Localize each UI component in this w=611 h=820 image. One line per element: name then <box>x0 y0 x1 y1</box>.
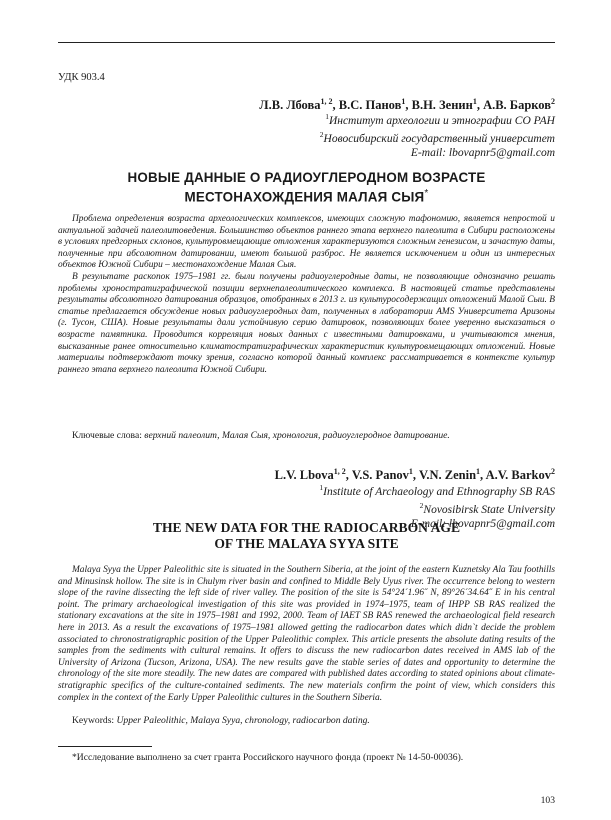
ru-affiliation-text: Новосибирский государственный университет <box>323 132 555 145</box>
keywords-en-value: Upper Paleolithic, Malaya Syya, chronology, radiocarbon dating. <box>116 715 370 726</box>
affiliations-ru <box>58 110 555 160</box>
en-affiliation-line <box>58 481 555 499</box>
abstract-en <box>58 565 555 704</box>
ru-author-affiliation-mark: 1, 2 <box>320 97 333 106</box>
article-page <box>58 0 555 820</box>
en-author-name: V.N. Zenin <box>418 468 477 483</box>
ru-author-name: В.Н. Зенин <box>411 98 473 113</box>
footnote-rule <box>58 746 152 747</box>
en-author-separator: , <box>345 468 352 483</box>
en-affiliation-text: Novosibirsk State University <box>423 503 555 516</box>
en-author-name: A.V. Barkov <box>485 468 551 483</box>
abstract-ru-paragraph-2: В результате раскопок 1975–1981 гг. были получены радиоуглеродные даты, не позволяющие однозначно решать проблемы хроностратиграфической позиции верхнепалеолитического комплекса. В настоящей статье представлены результаты абсолютного датирования образцов, отобранных в 2013 г. из культуросодержащих отложений Малой Сыи. В статье предлагается обсуждение новых радиоуглеродных дат, полученных в лаборатории AMS Университета Аризоны (г. Тусон, США). Новые результаты дали устойчивую серию датировок, позволяющих более уверенно высказаться о возрасте памятника. Проводится корреляция новых данных с известными датировками, и учитываются мнения, высказанные ранее относительно климатостратиграфических характеристик культуровмещающих отложений. Новые материалы подтверждают точку зрения, согласно которой данный комплекс рассматривается в контексте культур раннего этапа верхнего палеолита Южной Сибири. <box>58 271 555 375</box>
en-affiliation-mark: 2 <box>419 500 424 510</box>
footnote: *Исследование выполнено за счет гранта Российского научного фонда (проект № 14-50-00036). <box>72 752 464 763</box>
ru-author-affiliation-mark: 1 <box>472 97 477 106</box>
title-ru <box>58 170 555 205</box>
ru-affiliation-text: E-mail: lbovapnr5@gmail.com <box>410 146 555 159</box>
title-en-line1: THE NEW DATA FOR THE RADIOCARBON AGE <box>152 520 461 535</box>
en-author-name: L.V. Lbova <box>274 468 334 483</box>
ru-affiliation-line <box>58 128 555 146</box>
abstract-en-paragraph: Malaya Syya the Upper Paleolithic site is situated in the Southern Siberia, at the joint of the eastern Kuznetsky Ala Tau foothills and Minusinsk hollow. The site is in Chulym river basin and confined to Middle Bely Uyus river. The occurrence belong to western slope of the ravine dissecting the left side of river valley. The position of the site is 54°24´1.96˝ N, 89°26´34.64˝ E in his central point. The primary archaeological investigation of this site was provided in 1974–1975, team of IHPP SB RAS realized the stationary excavations at the site in 1975–1981 and 1992, 2000. Team of IAET SB RAS renewed the archaeological field research here in 2013. As a result the excavations of 1975–1981 allowed getting the radiocarbon dates which didn`t decide the problem associated to chronostratigraphic position of the Upper Paleolithic complex. This article presents the absolute dating results of the samples from the sediments with cultural remains. It offers to discuss the new radiocarbon dates received in AMS lab of the University of Arizona (Tucson, Arizona, USA). The new results gave the stable series of dates and opportunity to determine the chronology of the site more steadily. The new dates are compared with published dates according to stated opinions about climate-stratigraphic specifics of the culture-contained sediments. The new materials confirm the point of view, which considers this complex in the context of the Early Upper Paleolithic cultures in the Southern Siberia. <box>58 565 555 703</box>
en-affiliation-mark: 1 <box>319 483 324 492</box>
en-author-affiliation-mark: 1 <box>476 467 481 476</box>
ru-affiliation-mark: 2 <box>319 129 324 139</box>
keywords-ru-label: Ключевые слова: <box>72 430 145 441</box>
udk-code: УДК 903.4 <box>58 72 105 83</box>
ru-affiliation-line <box>58 146 555 160</box>
en-author-affiliation-mark: 1 <box>408 467 413 476</box>
ru-affiliation-line <box>58 110 555 128</box>
en-affiliation-line <box>58 499 555 517</box>
ru-author-affiliation-mark: 1 <box>401 97 406 106</box>
title-en-line2: OF THE MALAYA SYYA SITE <box>214 536 399 551</box>
en-affiliation-text: Institute of Archaeology and Ethnography SB RAS <box>323 485 555 498</box>
abstract-ru-paragraph-1: Проблема определения возраста археологических комплексов, имеющих сложную тафономию, является непростой и актуальной задачей палеолитоведения. Большинство объектов раннего этапа верхнего палеолита в Сибири расположены в условиях предгорных склонов, культуровмещающие отложения характеризуются сложным генезисом, и зачастую даты, полученные при абсолютном датировании, имеют большой разброс. Не является исключением и один из интересных объектов Южной Сибири – местонахождение Малая Сыя. <box>58 214 555 271</box>
keywords-ru-value: верхний палеолит, Малая Сыя, хронология, радиоуглеродное датирование. <box>144 430 450 441</box>
ru-affiliation-mark: 1 <box>325 112 329 121</box>
top-rule <box>58 42 555 43</box>
title-ru-line2: МЕСТОНАХОЖДЕНИЯ МАЛАЯ СЫЯ <box>184 189 425 205</box>
en-author-affiliation-mark: 1, 2 <box>333 467 346 476</box>
keywords-en-label: Keywords: <box>72 715 117 726</box>
ru-author-name: В.С. Панов <box>338 98 402 113</box>
en-author-separator: , <box>412 468 419 483</box>
abstract-ru <box>58 214 555 376</box>
ru-affiliation-text: Институт археологии и этнографии СО РАН <box>328 114 555 127</box>
page-number: 103 <box>540 795 555 806</box>
title-en <box>58 517 555 552</box>
en-author-name: V.S. Panov <box>351 468 409 483</box>
ru-author-name: Л.В. Лбова <box>259 98 321 113</box>
en-author-affiliation-mark: 2 <box>551 467 555 476</box>
ru-author-separator: , <box>476 98 484 113</box>
en-affiliation-text: E-mail: lbovapnr5@gmail.com <box>410 517 555 530</box>
ru-author-separator: , <box>405 98 412 113</box>
en-author-separator: , <box>480 468 486 483</box>
ru-author-separator: , <box>332 98 339 113</box>
title-footnote-mark: * <box>424 188 429 199</box>
ru-author-name: А.В. Барков <box>483 98 551 113</box>
keywords-en <box>58 715 555 727</box>
ru-author-affiliation-mark: 2 <box>551 97 555 106</box>
keywords-ru <box>58 430 555 442</box>
title-ru-line1: НОВЫЕ ДАННЫЕ О РАДИОУГЛЕРОДНОМ ВОЗРАСТЕ <box>127 170 486 185</box>
